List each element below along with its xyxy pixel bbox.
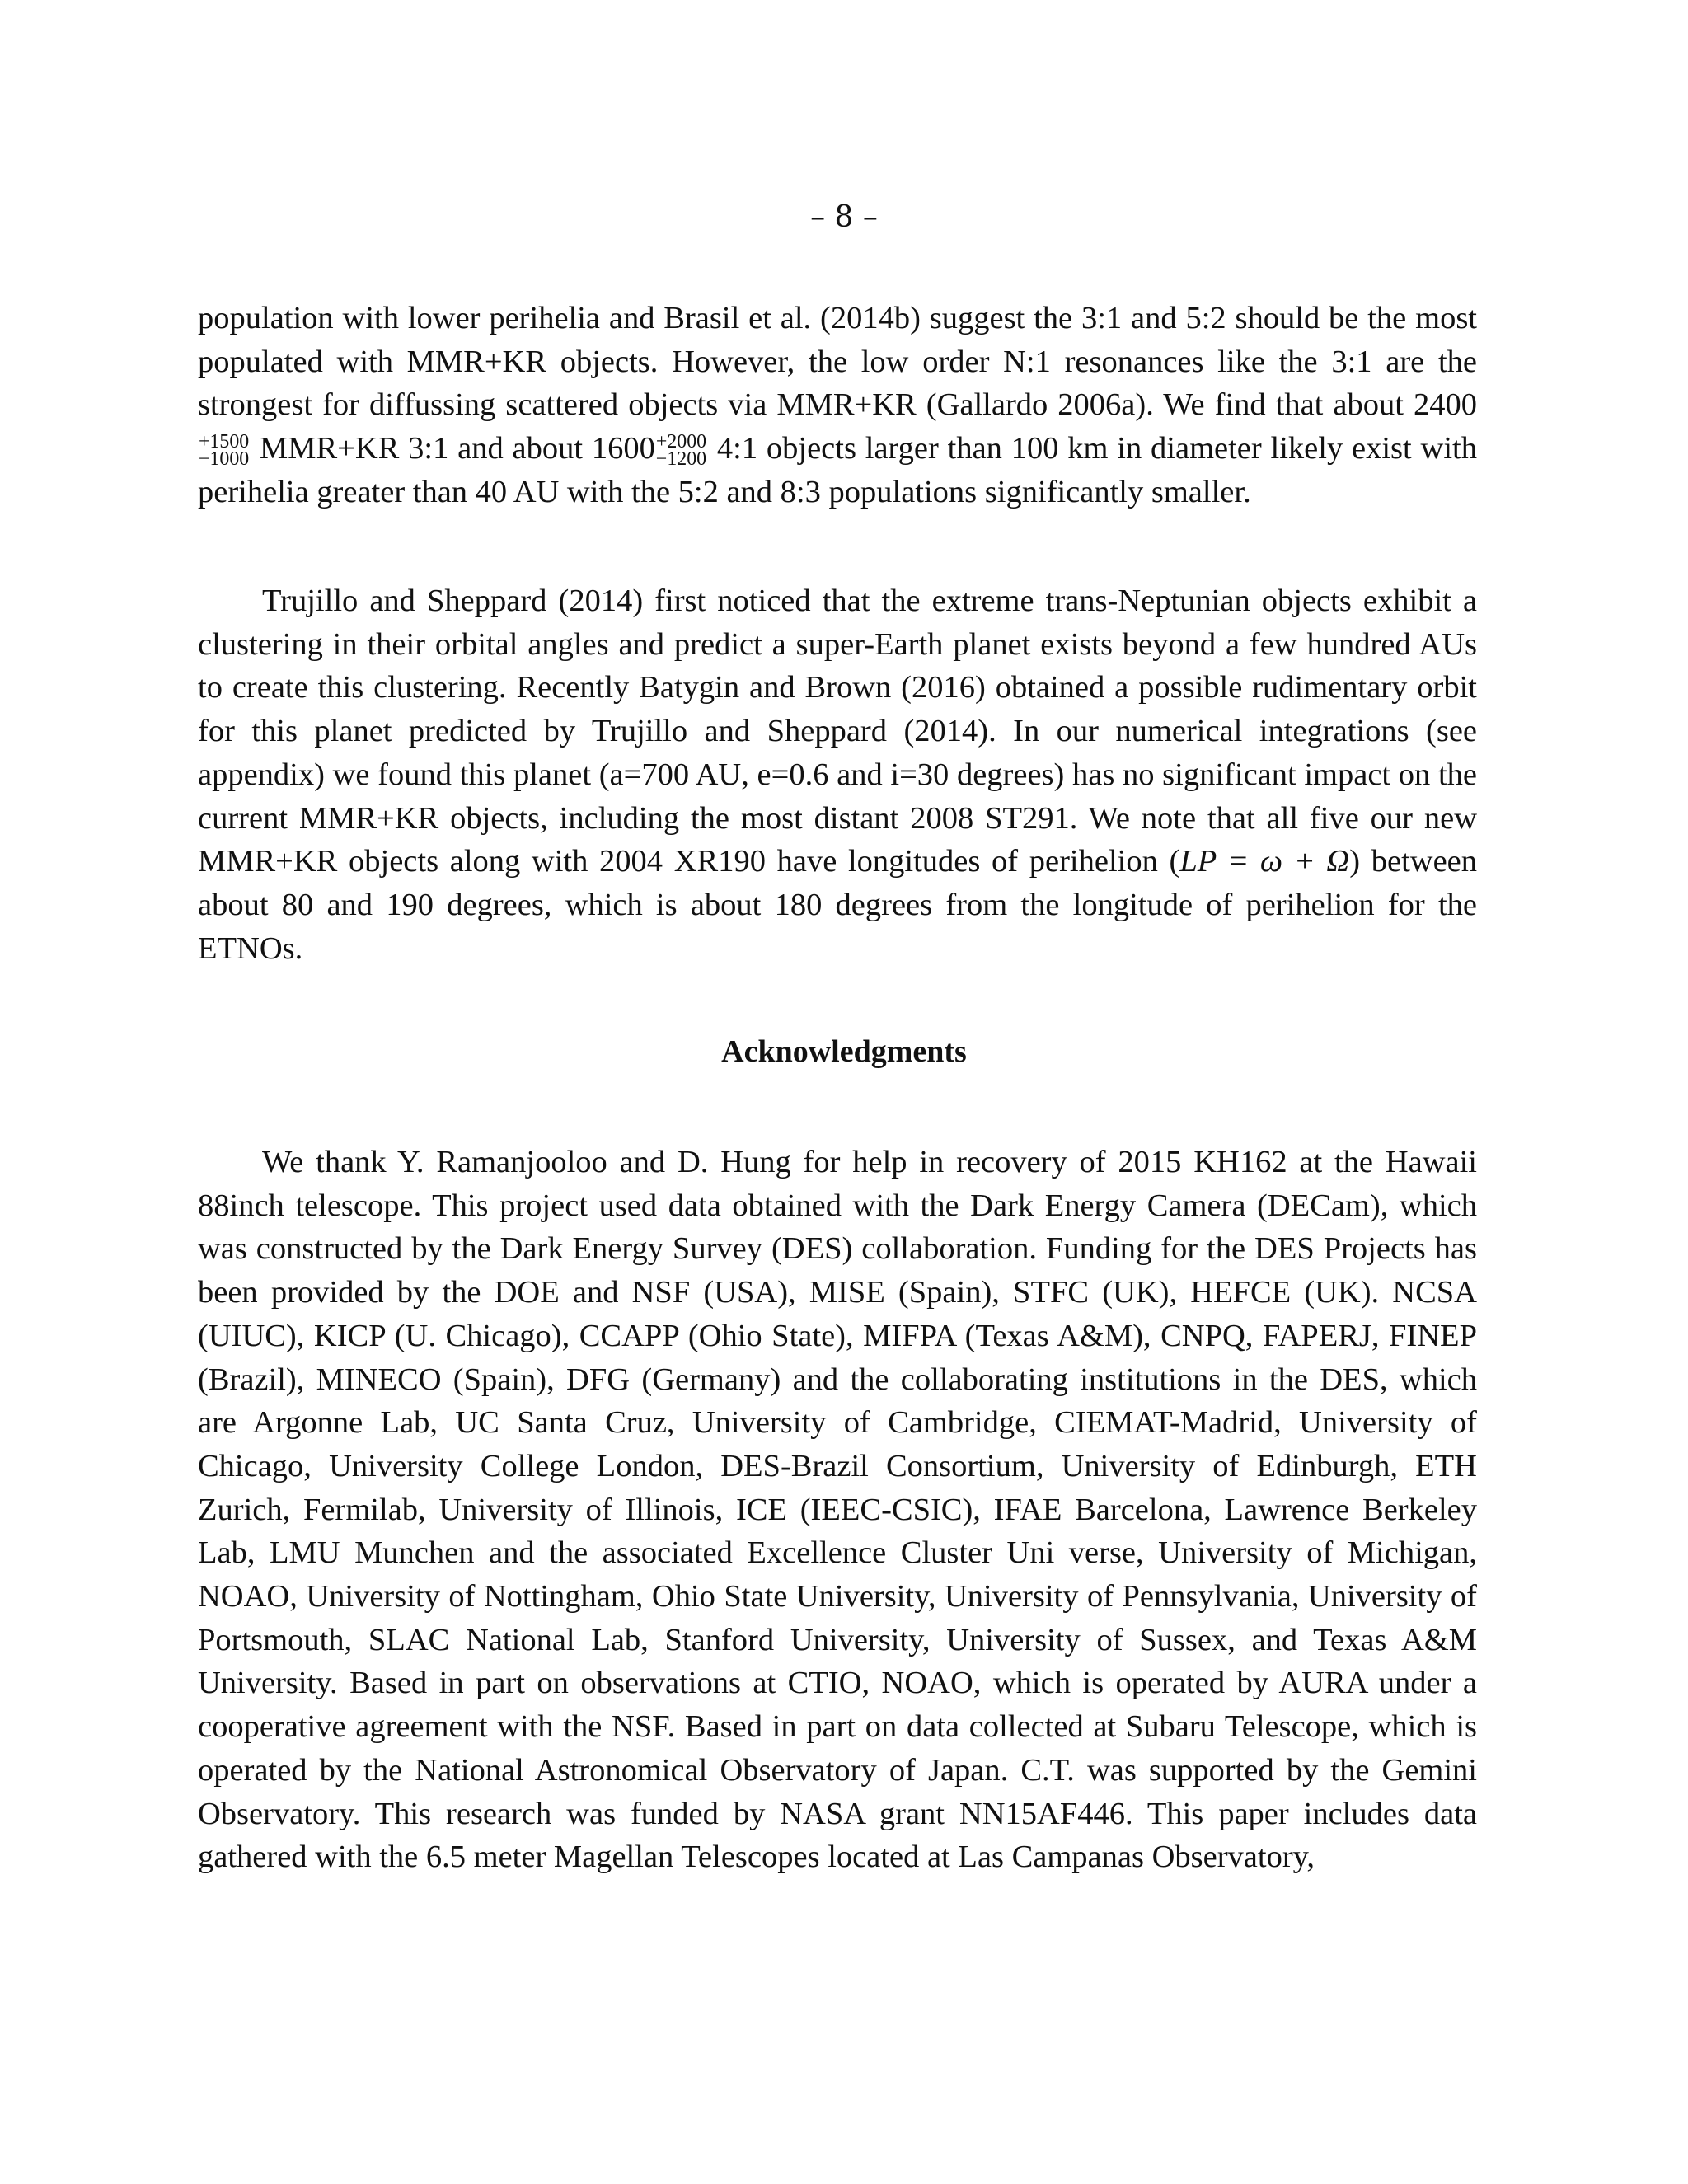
paragraph2-text-end: ) between about 80 and 190 degrees, which is about 180 degrees from the longitude of perihelion for the ETNOs. xyxy=(198,844,1478,966)
estimate-3-1-uncertainty xyxy=(199,430,250,471)
acknowledgments-paragraph: We thank Y. Ramanjooloo and D. Hung for help in recovery of 2015 KH162 at the Hawaii 88inch telescope. This project used data obtained with the Dark Energy Camera (DECam), which was constructed by the Dark Energy Survey (DES) collaboration. Funding for the DES Projects has been provided by the DOE and NSF (USA), MISE (Spain), STFC (UK), HEFCE (UK). NCSA (UIUC), KICP (U. Chicago), CCAPP (Ohio State), MIFPA (Texas A&M), CNPQ, FAPERJ, FINEP (Brazil), MINECO (Spain), DFG (Germany) and the collaborating institutions in the DES, which are Argonne Lab, UC Santa Cruz, University of Cambridge, CIEMAT-Madrid, University of Chicago, University College London, DES-Brazil Consortium, University of Edinburgh, ETH Zurich, Fermilab, University of Illinois, ICE (IEEC-CSIC), IFAE Barcelona, Lawrence Berkeley Lab, LMU Munchen and the associated Excellence Cluster Uni verse, University of Michigan, NOAO, University of Nottingham, Ohio State University, University of Pennsylvania, University of Portsmouth, SLAC National Lab, Stanford University, University of Sussex, and Texas A&M University. Based in part on observations at CTIO, NOAO, which is operated by AURA under a cooperative agreement with the NSF. Based in part on data collected at Subaru Telescope, which is operated by the National Astronomical Observatory of Japan. C.T. was supported by the Gemini Observatory. This research was funded by NASA grant NN15AF446. This paper includes data gathered with the 6.5 meter Magellan Telescopes located at Las Campanas Observatory, xyxy=(198,1145,1477,1875)
estimate-3-1-minus: −1000 xyxy=(199,448,250,471)
estimate-4-1-value: 1600 xyxy=(591,431,655,466)
estimate-4-1-uncertainty xyxy=(655,430,707,471)
estimate-4-1-minus: −1200 xyxy=(655,448,707,471)
page-number: – 8 – xyxy=(810,200,878,234)
paragraph-resonance-populations xyxy=(198,297,1477,514)
estimate-4-1-plus: +2000 xyxy=(655,430,707,452)
longitude-of-perihelion-formula: LP = ω + Ω xyxy=(1179,844,1350,879)
estimate-3-1-value: 2400 xyxy=(1414,387,1477,423)
paragraph2-text-start: Trujillo and Sheppard (2014) first noticed that the extreme trans-Neptunian objects exhibit a clustering in their orbital angles and predict a super-Earth planet exists beyond a few hundred AUs to create this clustering. Recently Batygin and Brown (2016) obtained a possible rudimentary orbit for this planet predicted by Trujillo and Sheppard (2014). In our numerical integrations (see appendix) we found this planet (a=700 AU, e=0.6 and i=30 degrees) has no significant impact on the current MMR+KR objects, including the most distant 2008 ST291. We note that all five our new MMR+KR objects along with 2004 XR190 have longitudes of perihelion ( xyxy=(198,583,1477,879)
paragraph-planet-nine xyxy=(198,579,1477,970)
acknowledgments-heading: Acknowledgments xyxy=(721,1034,967,1069)
paragraph1-text-start: population with lower perihelia and Brasil et al. (2014b) suggest the 3:1 and 5:2 should be the most populated with MMR+KR objects. However, the low order N:1 resonances like the 3:1 are the strongest for diffussing scattered objects via MMR+KR (Gallardo 2006a). We find that about xyxy=(198,301,1477,423)
paragraph1-text-end: 4:1 objects larger than 100 km in diameter likely exist with perihelia greater than 40 AU with the 5:2 and 8:3 populations significantly smaller. xyxy=(198,431,1477,509)
paragraph1-text-middle: MMR+KR 3:1 and about xyxy=(251,431,592,466)
estimate-3-1-plus: +1500 xyxy=(199,430,250,452)
